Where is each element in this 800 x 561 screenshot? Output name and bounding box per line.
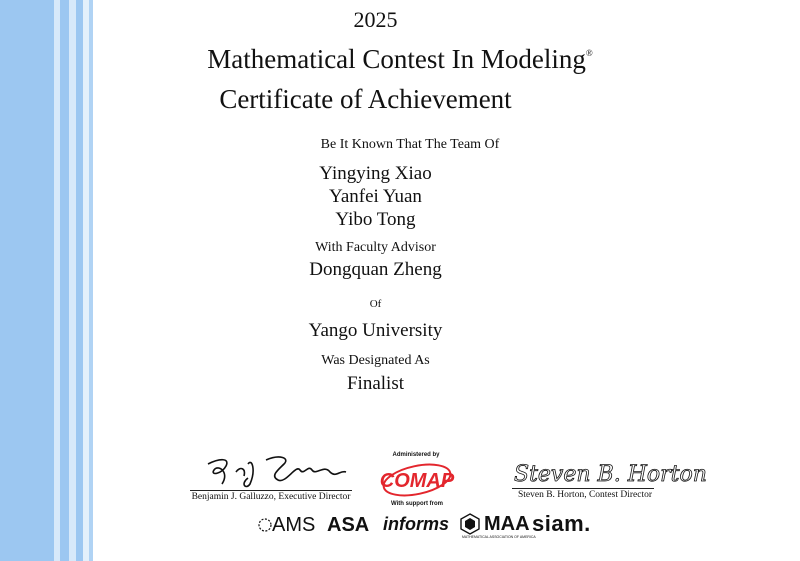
certificate-year: 2025 bbox=[353, 7, 398, 32]
university-name: Yango University bbox=[308, 320, 443, 341]
advisor-label: With Faculty Advisor bbox=[315, 240, 436, 255]
intro-text: Be It Known That The Team Of bbox=[320, 137, 500, 152]
informs-logo: informs bbox=[383, 514, 450, 534]
of-label: Of bbox=[369, 298, 382, 310]
signature-right-text: Steven B. Horton bbox=[514, 462, 707, 487]
team-member: Yanfei Yuan bbox=[329, 186, 422, 207]
comap-logo-text: COMAP bbox=[379, 470, 455, 492]
signature-right-icon bbox=[512, 455, 707, 489]
ams-logo: AMS bbox=[272, 514, 316, 536]
designation-label: Was Designated As bbox=[321, 353, 430, 368]
support-label: With support from bbox=[391, 501, 443, 507]
registered-mark: ® bbox=[585, 48, 593, 58]
designation: Finalist bbox=[346, 373, 404, 394]
advisor-name: Dongquan Zheng bbox=[309, 259, 442, 280]
right-signature-caption: Steven B. Horton, Contest Director bbox=[517, 490, 653, 500]
administered-by-label: Administered by bbox=[392, 452, 440, 458]
signature-left-icon bbox=[200, 450, 350, 490]
comap-logo-icon bbox=[378, 460, 456, 500]
team-member: Yibo Tong bbox=[335, 209, 416, 230]
certificate-title: Certificate of Achievement bbox=[219, 84, 512, 114]
maa-logo: MAA bbox=[484, 513, 530, 535]
siam-logo: siam. bbox=[532, 511, 591, 536]
ams-swirl-icon bbox=[258, 514, 272, 536]
team-member: Yingying Xiao bbox=[319, 163, 432, 184]
maa-polyhedron-icon bbox=[458, 512, 482, 536]
maa-subtitle: MATHEMATICAL ASSOCIATION OF AMERICA bbox=[462, 535, 536, 539]
contest-name bbox=[0, 44, 800, 75]
signature-line-left bbox=[190, 490, 352, 491]
contest-name-text: Mathematical Contest In Modeling bbox=[207, 44, 586, 74]
asa-logo: ASA bbox=[327, 514, 370, 536]
left-signature-caption: Benjamin J. Galluzzo, Executive Director bbox=[191, 492, 351, 502]
signature-line-right bbox=[512, 488, 654, 489]
